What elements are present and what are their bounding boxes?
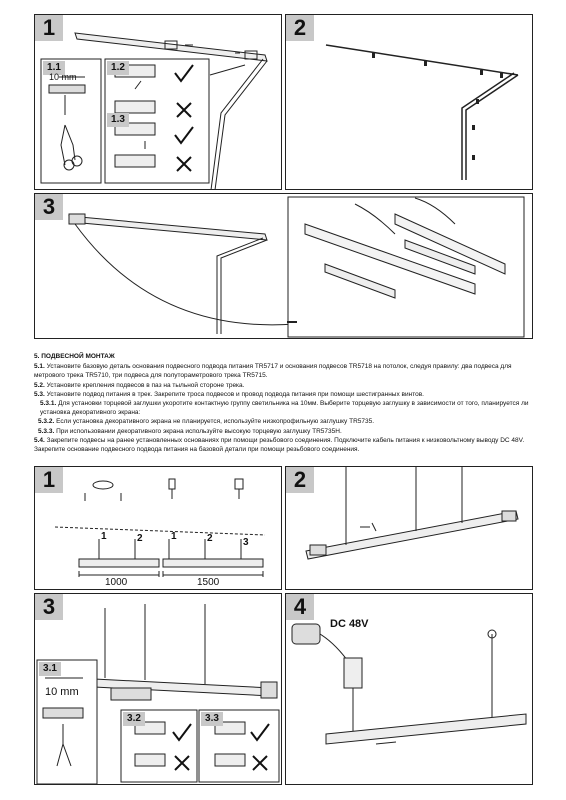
hanger-label: 2 (207, 533, 213, 544)
bottom-step-1-panel (34, 466, 282, 590)
substep-3-3: 3.3 (201, 712, 223, 726)
step-number: 2 (286, 15, 314, 41)
bottom-step-4-panel (285, 593, 533, 785)
power-feed-illustration (35, 194, 533, 339)
paragraph-5-3: 5.3. Установите подвод питания в трек. Закрепите троса подвесов и провод подвода питания при помощи шестигранных винтов. (34, 390, 424, 398)
paragraph-5-3-3: 5.3.3. При использовании декоративного экрана используйте высокую торцевую заглушку TR5735H. (38, 427, 342, 435)
step-number: 3 (35, 594, 63, 620)
bottom-step-2-panel (285, 466, 533, 590)
hanger-label: 1 (171, 531, 177, 542)
substep-1-1: 1.1 (43, 61, 65, 75)
step-number: 1 (35, 15, 63, 41)
power-voltage-label: DC 48V (330, 618, 369, 630)
step-number: 2 (286, 467, 314, 493)
ceiling-mount-illustration (286, 15, 533, 190)
step-number: 3 (35, 194, 63, 220)
ceiling-track-illustration (35, 15, 282, 190)
section-heading: 5. ПОДВЕСНОЙ МОНТАЖ (34, 353, 115, 360)
top-step-3-panel (34, 193, 533, 339)
track-length-1000: 1000 (105, 577, 128, 588)
paragraph-5-4: 5.4. Закрепите подвесы на ранее установленных основаниях при помощи резьбового соединения. Подключите кабель питания к низковольтному выводу DC 48V. Закрепите основание подвесного подвода питания на базовой детали при помощи резьбового соединения. (34, 436, 525, 454)
hanger-label: 1 (101, 531, 107, 542)
hanger-fixing-illustration (286, 467, 533, 590)
substep-3-1: 3.1 (39, 662, 61, 676)
paragraph-5-1: 5.1. Установите базовую деталь основания подвесного подвода питания TR5717 и основания подвесов TR5718 на потолок, следуя правилу: два подвеса для метрового трека TR5710, три подвеса для полутораметрового трека TR5715. (34, 363, 512, 380)
top-step-2-panel (285, 14, 533, 190)
track-length-1500: 1500 (197, 577, 220, 588)
substep-1-2: 1.2 (107, 61, 129, 75)
step-number: 1 (35, 467, 63, 493)
suspension-layout-illustration (35, 467, 282, 590)
installation-instructions (34, 352, 534, 454)
bottom-step-3-panel (34, 593, 282, 785)
cut-dimension: 10 mm (49, 72, 77, 82)
step-number: 4 (286, 594, 314, 620)
power-connection-illustration (286, 594, 533, 785)
hanger-label: 3 (243, 537, 249, 548)
substep-3-2: 3.2 (123, 712, 145, 726)
hanger-label: 2 (137, 533, 143, 544)
substep-1-3: 1.3 (107, 113, 129, 127)
paragraph-5-2: 5.2. Установите крепления подвесов в паз на тыльной стороне трека. (34, 381, 245, 389)
paragraph-5-3-2: 5.3.2. Если установка декоративного экрана не планируется, используйте низкопрофильную заглушку TR5735. (38, 418, 375, 426)
paragraph-5-3-1: 5.3.1. Для установки торцевой заглушки укоротите контактную группу светильника на 10мм. Выберите торцевую заглушку в зависимости от того, планируется ли установка декоративного экрана: (40, 400, 529, 417)
top-step-1-panel (34, 14, 282, 190)
cut-dimension: 10 mm (45, 686, 79, 698)
